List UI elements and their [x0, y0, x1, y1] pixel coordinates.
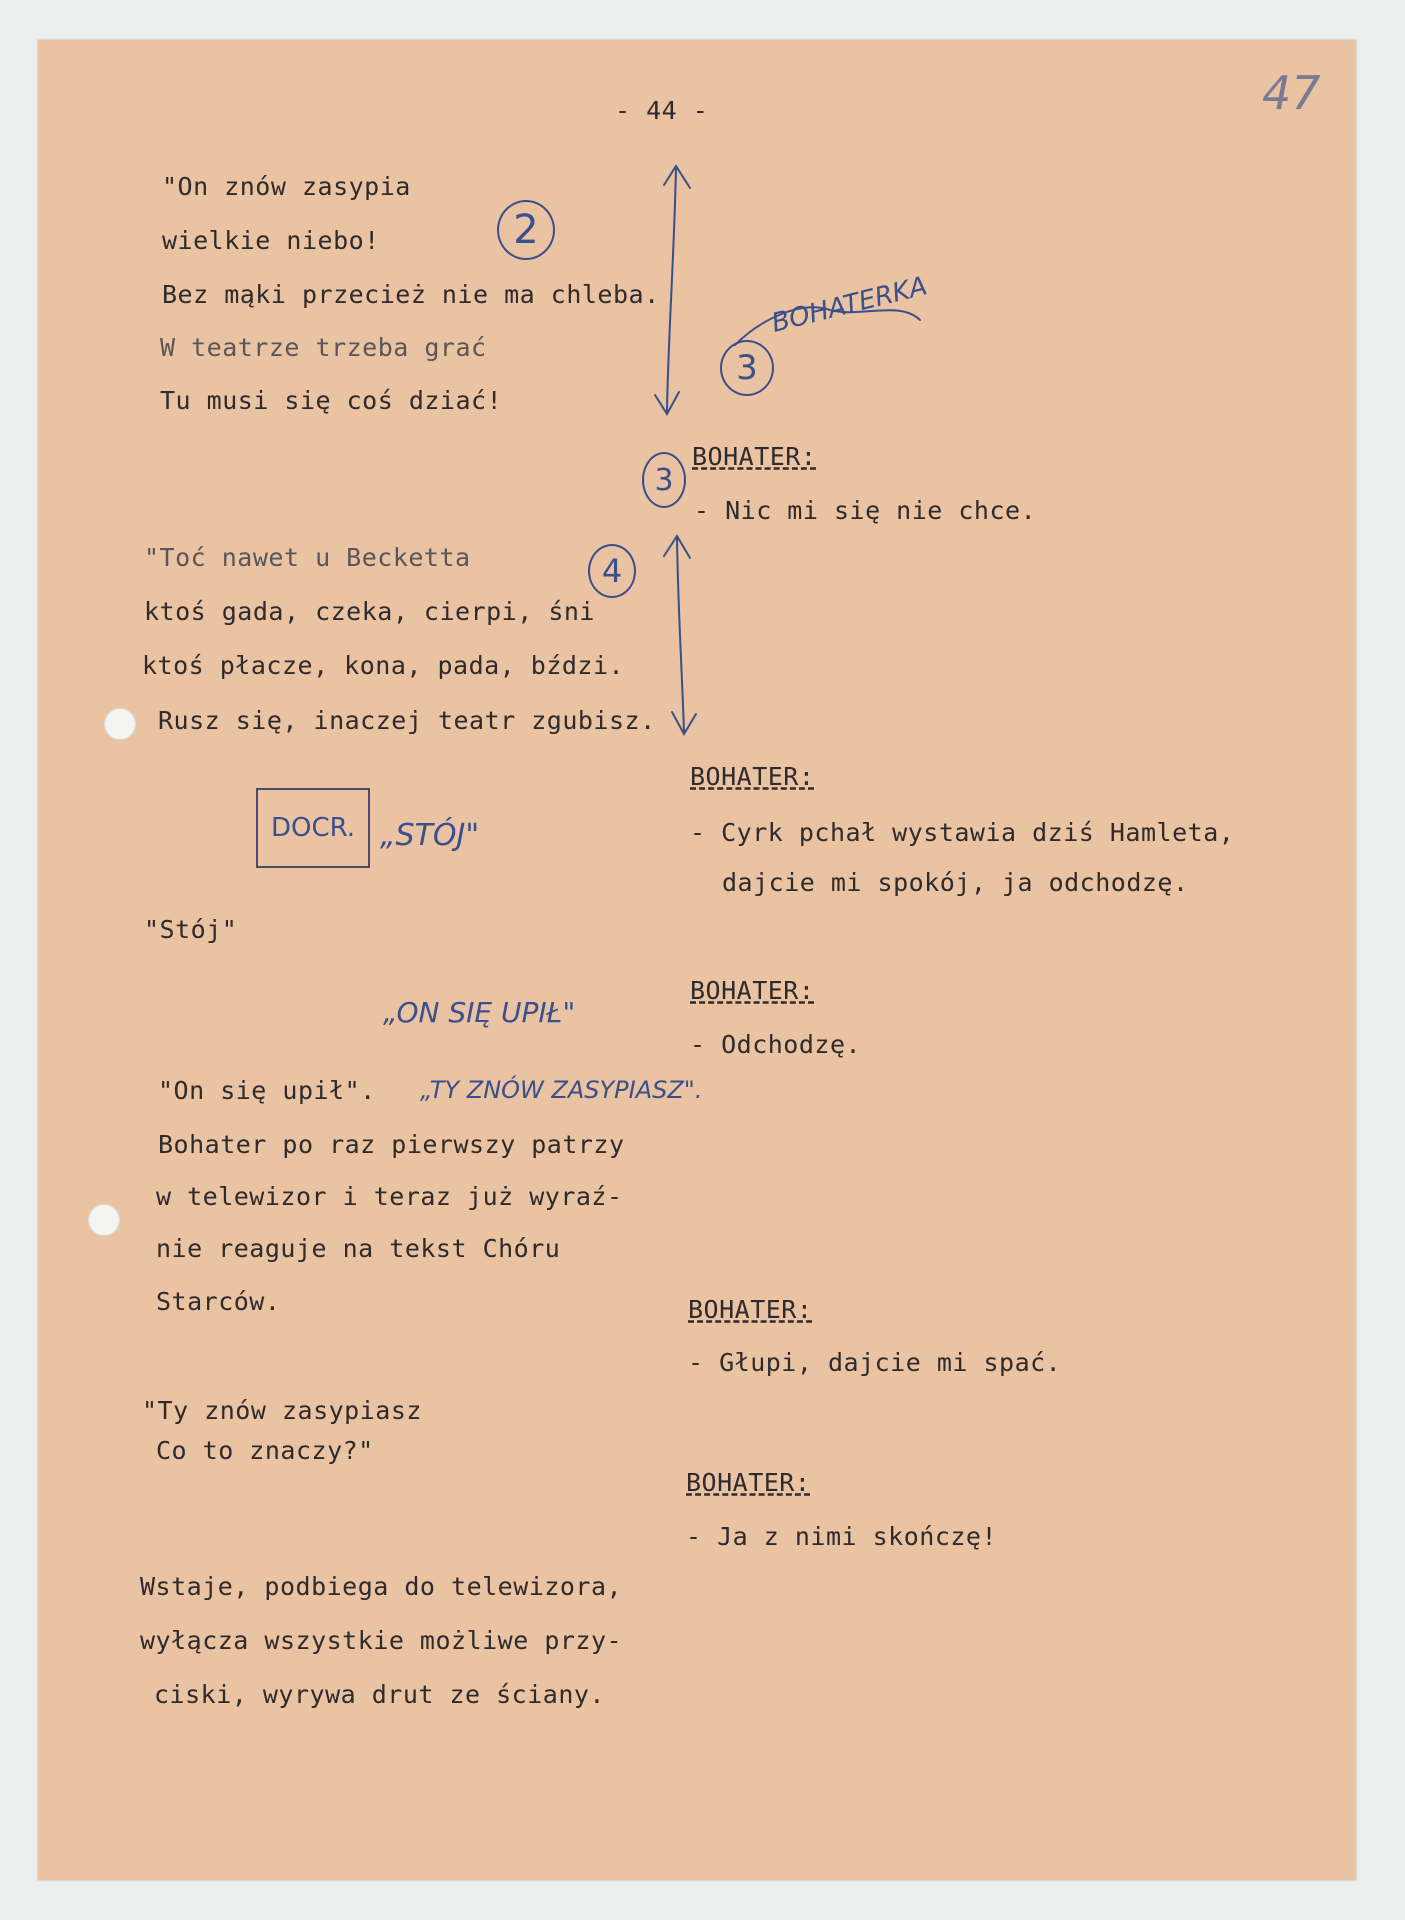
stoj-line: "Stój"	[144, 915, 238, 944]
archive-number: 47	[1262, 66, 1321, 120]
upil-line-5: Starców.	[156, 1287, 281, 1316]
speaker-label-4: BOHATER:	[688, 1295, 813, 1324]
speaker-label-2: BOHATER:	[690, 762, 815, 791]
stanza1-line-4: W teatrze trzeba grać	[160, 333, 487, 362]
final-line-2: wyłącza wszystkie możliwe przy-	[140, 1626, 623, 1655]
upil-line-3: w telewizor i teraz już wyraź-	[156, 1182, 623, 1211]
speaker-line-2b: dajcie mi spokój, ja odchodzę.	[722, 868, 1189, 897]
speaker-line-1: - Nic mi się nie chce.	[694, 496, 1037, 525]
final-line-1: Wstaje, podbiega do telewizora,	[140, 1572, 623, 1601]
final-line-3: ciski, wyrywa drut ze ściany.	[154, 1680, 605, 1709]
stanza1-line-3: Bez mąki przecież nie ma chleba.	[162, 280, 660, 309]
annotation-box: DOCR.	[256, 788, 370, 868]
stanza1-line-2: wielkie niebo!	[162, 226, 380, 255]
upil-line-1: "On się upił".	[158, 1076, 376, 1105]
upil-line-4: nie reaguje na tekst Chóru	[156, 1234, 561, 1263]
page-number: - 44 -	[615, 96, 709, 125]
speaker-line-2a: - Cyrk pchał wystawia dziś Hamleta,	[690, 818, 1235, 847]
speaker-label-1: BOHATER:	[692, 442, 817, 471]
annotation-stoj: „STÓJ"	[380, 818, 480, 853]
speaker-line-4: - Głupi, dajcie mi spać.	[688, 1348, 1062, 1377]
zasypiasz-line-1: "Ty znów zasypiasz	[142, 1396, 422, 1425]
stanza2-line-3: ktoś płacze, kona, pada, bździ.	[142, 651, 625, 680]
zasypiasz-line-2: Co to znaczy?"	[156, 1436, 374, 1465]
stanza1-line-1: "On znów zasypia	[162, 172, 411, 201]
stanza1-line-5: Tu musi się coś dziać!	[160, 386, 503, 415]
annotation-scribble: BOHATERKA	[768, 271, 931, 339]
annotation-circle-2: 2	[497, 200, 555, 260]
stanza2-line-4: Rusz się, inaczej teatr zgubisz.	[158, 706, 656, 735]
speaker-label-5: BOHATER:	[686, 1468, 811, 1497]
annotation-circle-3b: 3	[642, 452, 686, 508]
speaker-line-5: - Ja z nimi skończę!	[686, 1522, 998, 1551]
speaker-line-3: - Odchodzę.	[690, 1030, 862, 1059]
upil-line-2: Bohater po raz pierwszy patrzy	[158, 1130, 625, 1159]
annotation-upil: „ON SIĘ UPIŁ"	[383, 996, 576, 1029]
annotation-zasypiasz: „TY ZNÓW ZASYPIASZ".	[420, 1076, 703, 1104]
stanza2-line-2: ktoś gada, czeka, cierpi, śni	[144, 597, 595, 626]
annotation-circle-3a: 3	[720, 340, 774, 396]
speaker-label-3: BOHATER:	[690, 976, 815, 1005]
stanza2-line-1: "Toć nawet u Becketta	[144, 543, 471, 572]
annotation-circle-4: 4	[588, 544, 636, 598]
